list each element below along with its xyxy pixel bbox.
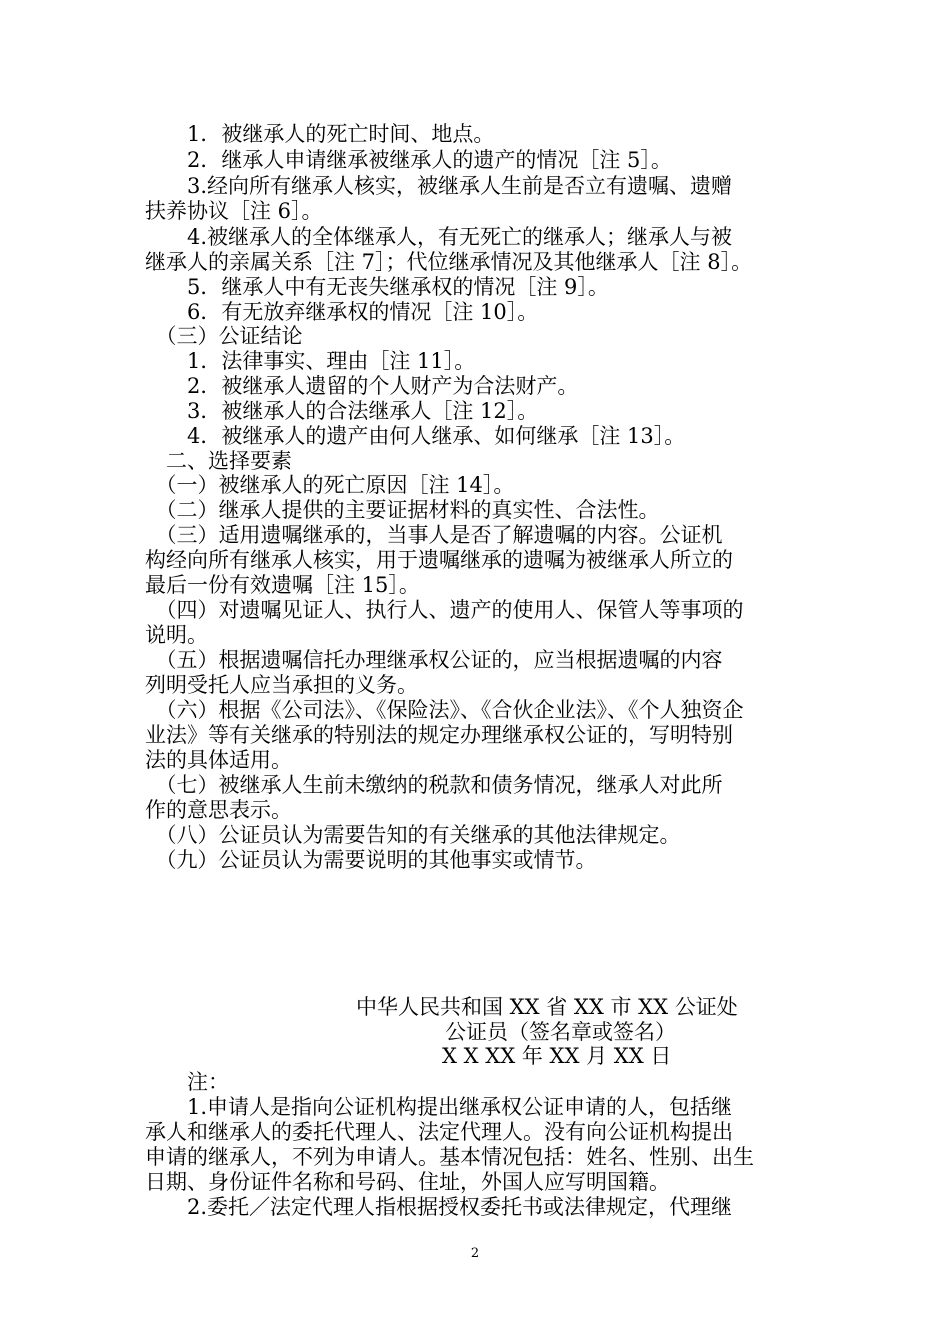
body-line: 说明。 [145, 623, 208, 647]
body-line: 列明受托人应当承担的义务。 [145, 673, 418, 697]
body-line: 1．法律事实、理由［注 11］。 [145, 349, 476, 373]
page-number: 2 [470, 1246, 480, 1261]
body-line: 扶养协议［注 6］。 [145, 199, 323, 223]
body-line: 构经向所有继承人核实，用于遗嘱继承的遗嘱为被继承人所立的 [145, 548, 733, 572]
note-line: 1.申请人是指向公证机构提出继承权公证申请的人，包括继 [145, 1095, 733, 1119]
body-line: （九）公证员认为需要说明的其他事实或情节。 [145, 848, 597, 872]
body-line: （四）对遗嘱见证人、执行人、遗产的使用人、保管人等事项的 [145, 598, 744, 622]
body-line: （一）被继承人的死亡原因［注 14］。 [145, 473, 515, 497]
body-line: （三）适用遗嘱继承的，当事人是否了解遗嘱的内容。公证机 [145, 523, 723, 547]
body-line: 2．继承人申请继承被继承人的遗产的情况［注 5］。 [145, 148, 672, 172]
body-line: 最后一份有效遗嘱［注 15］。 [145, 573, 420, 597]
notary-signature: 公证员（签名章或签名） [445, 1020, 676, 1044]
body-line: 1．被继承人的死亡时间、地点。 [145, 122, 495, 146]
note-line: 2.委托／法定代理人指根据授权委托书或法律规定，代理继 [145, 1195, 733, 1219]
note-line: 承人和继承人的委托代理人、法定代理人。没有向公证机构提出 [145, 1120, 733, 1144]
body-line: 继承人的亲属关系［注 7］；代位继承情况及其他继承人［注 8］。 [145, 250, 753, 274]
issue-date: X X XX 年 XX 月 XX 日 [442, 1044, 672, 1068]
body-line: 业法》等有关继承的特别法的规定办理继承权公证的，写明特别 [145, 723, 733, 747]
notary-office: 中华人民共和国 XX 省 XX 市 XX 公证处 [356, 995, 738, 1019]
notes-heading: 注： [145, 1070, 229, 1094]
body-line: 2．被继承人遗留的个人财产为合法财产。 [145, 374, 579, 398]
section-heading: （三）公证结论 [145, 324, 303, 348]
body-line: （六）根据《公司法》、《保险法》、《合伙企业法》、《个人独资企 [145, 698, 744, 722]
body-line: 4．被继承人的遗产由何人继承、如何继承［注 13］。 [145, 424, 686, 448]
body-line: （二）继承人提供的主要证据材料的真实性、合法性。 [145, 498, 660, 522]
body-line: （五）根据遗嘱信托办理继承权公证的，应当根据遗嘱的内容 [145, 648, 723, 672]
body-line: （八）公证员认为需要告知的有关继承的其他法律规定。 [145, 823, 681, 847]
body-line: 5．继承人中有无丧失继承权的情况［注 9］。 [145, 275, 609, 299]
body-line: 3.经向所有继承人核实，被继承人生前是否立有遗嘱、遗赠 [145, 174, 733, 198]
body-line: 6．有无放弃继承权的情况［注 10］。 [145, 300, 539, 324]
body-line: 作的意思表示。 [145, 798, 292, 822]
body-line: 3．被继承人的合法继承人［注 12］。 [145, 399, 539, 423]
section-heading: 二、选择要素 [145, 449, 292, 473]
body-line: 法的具体适用。 [145, 748, 292, 772]
body-line: 4.被继承人的全体继承人，有无死亡的继承人；继承人与被 [145, 225, 733, 249]
note-line: 申请的继承人，不列为申请人。基本情况包括：姓名、性别、出生 [145, 1145, 754, 1169]
body-line: （七）被继承人生前未缴纳的税款和债务情况，继承人对此所 [145, 773, 723, 797]
note-line: 日期、身份证件名称和号码、住址，外国人应写明国籍。 [145, 1170, 670, 1194]
